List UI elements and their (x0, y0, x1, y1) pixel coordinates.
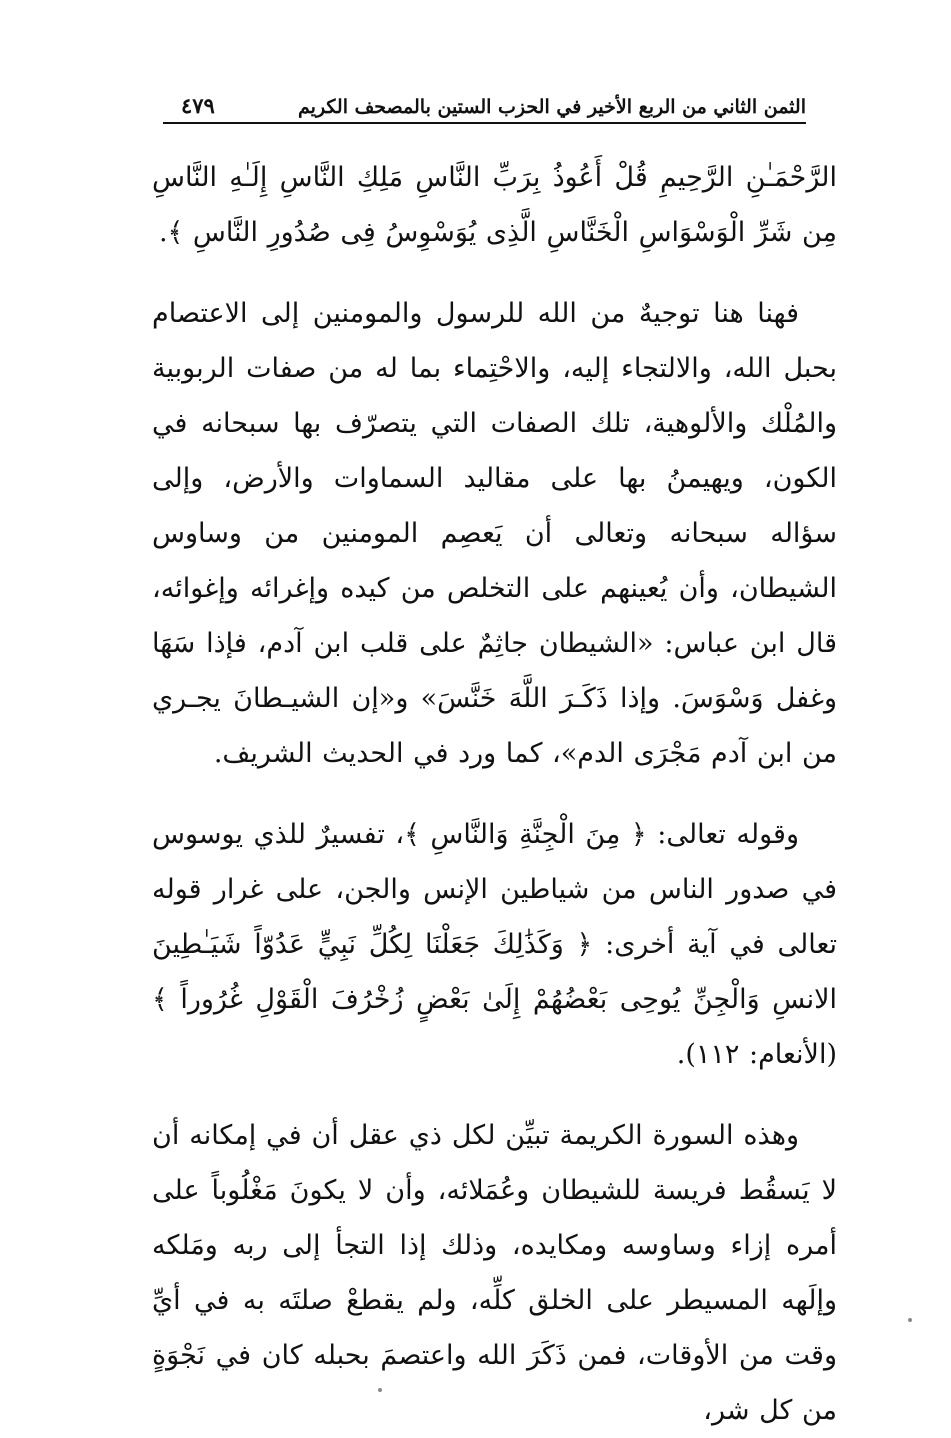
running-header (163, 84, 806, 124)
body-paragraph-1: فهنا هنا توجيهٌ من الله للرسول والمومنين إلى الاعتصام بحبل الله، والالتجاء إليه، والاحْتِماء بما له من صفات الربوبية والمُلْك والألوهية، تلك الصفات التي يتصرّف بها سبحانه في الكون، ويهيمنُ بها على مقاليد السماوات والأرض، وإلى سؤاله سبحانه وتعالى أن يَعصِم المومنين من وساوس الشيطان، وأن يُعينهم على التخلص من كيده وإغرائه وإغوائه، قال ابن عباس: «الشيطان جاثِمٌ على قلب ابن آدم، فإذا سَهَا وغفل وَسْوَسَ. وإذا ذَكَـرَ اللَّهَ خَنَّسَ» و«إن الشيـطانَ يجـري من ابن آدم مَجْرَى الدم»، كما ورد في الحديث الشريف. (152, 298, 837, 769)
scan-speck (908, 1318, 912, 1322)
body-paragraph-3: وهذه السورة الكريمة تبيِّن لكل ذي عقل أن في إمكانه أن لا يَسقُط فريسة للشيطان وعُمَلائه، وأن لا يكونَ مَغْلُوباً على أمره إزاء وساوسه ومكايده، وذلك إذا التجأ إلى ربه ومَلكه وإلَهه المسيطر على الخلق كلِّه، ولم يقطعْ صلتَه به في أيِّ وقت من الأوقات، فمن ذَكَرَ الله واعتصمَ بحبله كان في نَجْوَةٍ من كل شر، (152, 1120, 837, 1426)
page-body (152, 150, 837, 1438)
header-title: الثمن الثاني من الربع الأخير في الحزب الستين بالمصحف الكريم (298, 96, 806, 118)
page-number: ٤٧٩ (181, 93, 215, 118)
quran-verse-paragraph: الرَّحْمَـٰنِ الرَّحِيمِ قُلْ أَعُوذُ بِرَبِّ النَّاسِ مَلِكِ النَّاسِ إِلَـٰهِ النَّاسِ مِن شَرِّ الْوَسْوَاسِ الْخَنَّاسِ الَّذِى يُوَسْوِسُ فِى صُدُورِ النَّاسِ ﴾. (152, 162, 837, 248)
body-paragraph-2: وقوله تعالى: ﴿ مِنَ الْجِنَّةِ وَالنَّاسِ ﴾، تفسيرٌ للذي يوسوس في صدور الناس من شياطين الإنس والجن، على غرار قوله تعالى في آية أخرى: ﴿ وَكَذَٰلِكَ جَعَلْنَا لِكُلِّ نَبِيٍّ عَدُوّاً شَيَـٰطِينَ الانسِ وَالْجِنِّ يُوحِى بَعْضُهُمْ إِلَىٰ بَعْضٍ زُخْرُفَ الْقَوْلِ غُرُوراً ﴾ (الأنعام: ١١٢). (152, 819, 837, 1070)
scan-speck (378, 1388, 382, 1392)
